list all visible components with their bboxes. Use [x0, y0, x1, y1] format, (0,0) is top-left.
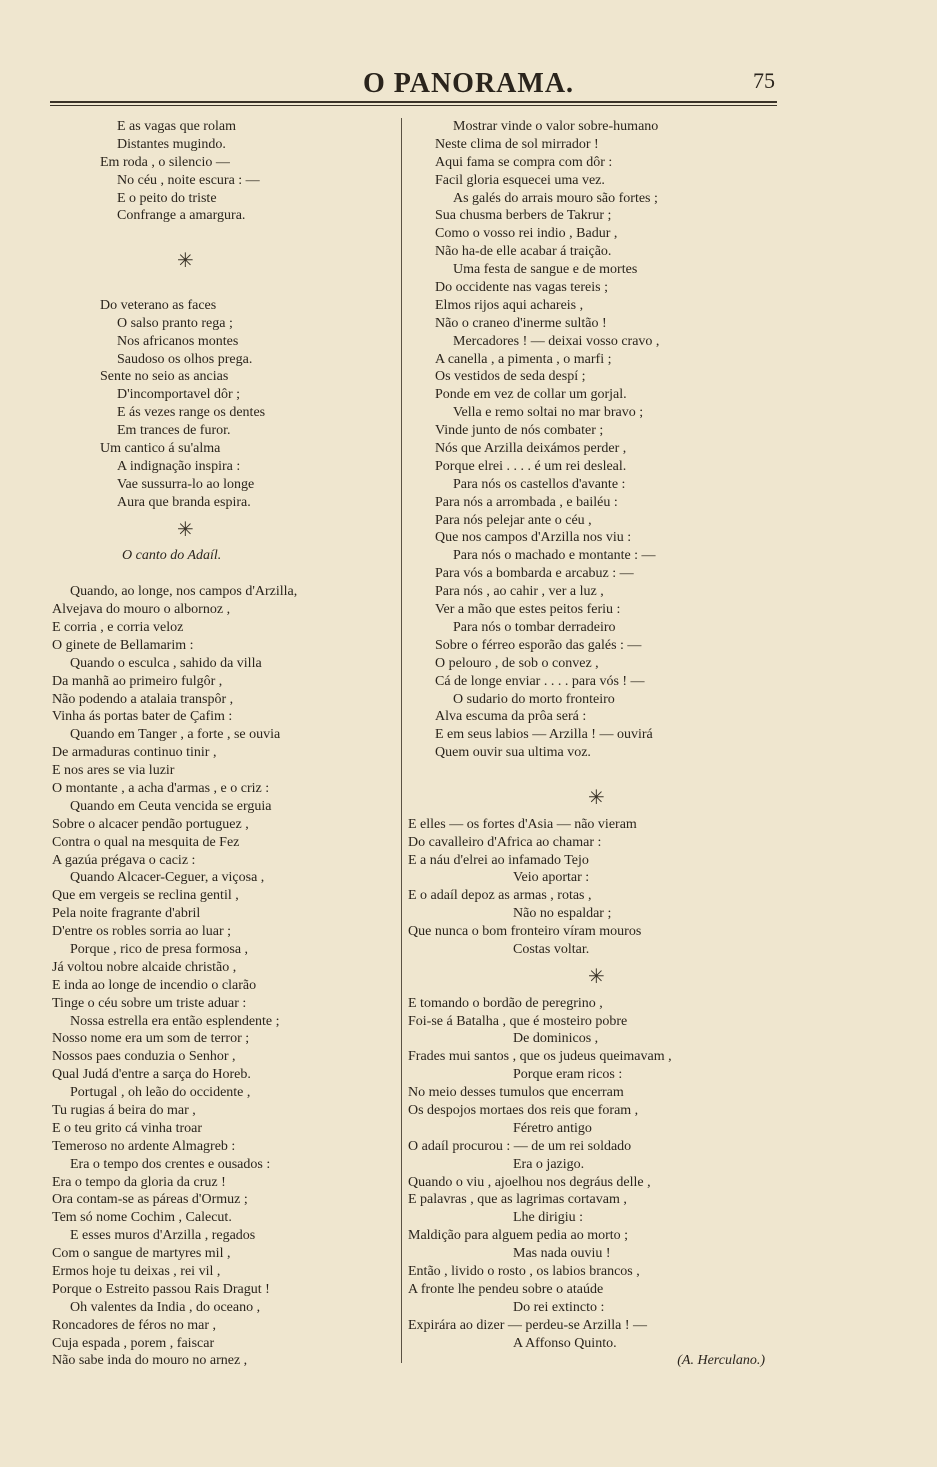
- verse-line: Porque elrei . . . . é um rei desleal.: [435, 458, 627, 474]
- verse-line: Cá de longe enviar . . . . para vós ! —: [435, 673, 645, 689]
- verse-line: D'incomportavel dôr ;: [117, 387, 241, 403]
- right-column: [408, 118, 783, 1370]
- verse-line: De dominicos ,: [513, 1031, 599, 1047]
- verse-line: Ver a mão que estes peitos feriu :: [435, 602, 621, 618]
- verse-line: A indignação inspira :: [117, 458, 241, 474]
- verse-line: Portugal , oh leão do occidente ,: [70, 1085, 251, 1101]
- verse-line: A gazúa prégava o caciz :: [52, 852, 196, 868]
- page-number: 75: [753, 68, 775, 93]
- verse-line: Os vestidos de seda despí ;: [435, 369, 586, 385]
- verse-line: Quem ouvir sua ultima voz.: [435, 745, 591, 761]
- verse-line: Féretro antigo: [513, 1120, 592, 1136]
- verse-line: Tinge o céu sobre um triste aduar :: [52, 995, 247, 1011]
- verse-line: Porque , rico de presa formosa ,: [70, 942, 249, 957]
- header-rule-thin: [50, 105, 777, 106]
- verse-line: O sudario do morto fronteiro: [453, 691, 615, 707]
- column-divider: [401, 118, 402, 1363]
- verse-line: Para nós pelejar ante o céu ,: [435, 512, 592, 528]
- verse-line: Para nós os castellos d'avante :: [453, 476, 626, 492]
- verse-line: E tomando o bordão de peregrino ,: [408, 995, 603, 1011]
- asterism-ornament: ✳: [588, 784, 605, 809]
- verse-line: Não o craneo d'inerme sultão !: [435, 315, 607, 331]
- verse-line: Uma festa de sangue e de mortes: [453, 262, 638, 278]
- verse-line: Vella e remo soltai no mar bravo ;: [453, 405, 644, 421]
- verse-line: A Affonso Quinto.: [513, 1335, 617, 1351]
- verse-line: Mas nada ouviu !: [513, 1246, 611, 1262]
- verse-line: Alvejava do mouro o albornoz ,: [52, 602, 231, 618]
- author-signature: (A. Herculano.): [677, 1353, 765, 1369]
- verse-line: Quando, ao longe, nos campos d'Arzilla,: [70, 584, 298, 600]
- verse-line: E o peito do triste: [117, 190, 217, 206]
- verse-line: Já voltou nobre alcaide christão ,: [52, 959, 237, 975]
- verse-line: Era o tempo dos crentes e ousados :: [70, 1156, 271, 1172]
- verse-line: Ponde em vez de collar um gorjal.: [435, 387, 627, 403]
- verse-line: Era o tempo da gloria da cruz !: [52, 1174, 226, 1190]
- verse-line: Cuja espada , porem , faiscar: [52, 1335, 215, 1351]
- verse-line: As galés do arrais mouro são fortes ;: [453, 190, 658, 206]
- verse-line: Que em vergeis se reclina gentil ,: [52, 888, 239, 904]
- verse-line: Neste clima de sol mirrador !: [435, 136, 599, 152]
- verse-line: Sobre o alcacer pendão portuguez ,: [52, 816, 249, 832]
- verse-line: Porque o Estreito passou Rais Dragut !: [52, 1281, 270, 1297]
- verse-line: Era o jazigo.: [513, 1156, 585, 1172]
- verse-line: Em roda , o silencio —: [100, 154, 230, 170]
- verse-line: Mostrar vinde o valor sobre-humano: [453, 119, 659, 134]
- verse-line: Da manhã ao primeiro fulgôr ,: [52, 673, 223, 689]
- verse-line: A fronte lhe pendeu sobre o ataúde: [408, 1281, 604, 1297]
- verse-line: Sobre o férreo esporão das galés : —: [435, 637, 642, 653]
- verse-line: Quando o viu , ajoelhou nos degráus delle ,: [408, 1174, 651, 1190]
- verse-line: Nosso nome era um som de terror ;: [52, 1031, 250, 1047]
- verse-line: Não podendo a atalaia transpôr ,: [52, 691, 234, 707]
- verse-line: Veio aportar :: [513, 870, 590, 886]
- stanza-gap: [408, 762, 783, 780]
- verse-line: Para nós , ao cahir , ver a luz ,: [435, 584, 604, 600]
- verse-line: No céu , noite escura : —: [117, 172, 260, 188]
- verse-line: E elles — os fortes d'Asia — não vieram: [408, 816, 637, 832]
- verse-line: Temeroso no ardente Almagreb :: [52, 1138, 236, 1154]
- poem-subtitle: O canto do Adaíl.: [122, 548, 222, 564]
- verse-line: Qual Judá d'entre a sarça do Horeb.: [52, 1067, 251, 1083]
- verse-line: E palavras , que as lagrimas cortavam ,: [408, 1192, 627, 1208]
- verse-line: Ora contam-se as páreas d'Ormuz ;: [52, 1192, 248, 1208]
- verse-line: E nos ares se via luzir: [52, 763, 175, 779]
- verse-line: Do cavalleiro d'Africa ao chamar :: [408, 834, 602, 850]
- verse-line: Quando o esculca , sahido da villa: [70, 655, 262, 671]
- verse-line: Sua chusma berbers de Takrur ;: [435, 208, 612, 224]
- verse-line: Do veterano as faces: [100, 297, 217, 313]
- stanza-gap: [52, 565, 397, 583]
- verse-line: O salso pranto rega ;: [117, 315, 233, 331]
- verse-line: Elmos rijos aqui achareis ,: [435, 297, 584, 313]
- verse-line: Facil gloria esquecei uma vez.: [435, 172, 605, 188]
- verse-line: Lhe dirigiu :: [513, 1210, 583, 1226]
- verse-line: Tem só nome Cochim , Calecut.: [52, 1210, 232, 1226]
- verse-line: Sente no seio as ancias: [100, 369, 229, 385]
- verse-line: Que nunca o bom fronteiro víram mouros: [408, 924, 642, 940]
- verse-line: Porque eram ricos :: [513, 1067, 623, 1083]
- verse-line: Mercadores ! — deixai vosso cravo ,: [453, 333, 660, 349]
- verse-line: E o teu grito cá vinha troar: [52, 1120, 203, 1136]
- verse-line: Aqui fama se compra com dôr :: [435, 154, 613, 170]
- verse-line: Aura que branda espira.: [117, 494, 251, 510]
- asterism-ornament: ✳: [177, 248, 194, 273]
- verse-line: Quando em Tanger , a forte , se ouvia: [70, 727, 281, 743]
- verse-line: Com o sangue de martyres mil ,: [52, 1246, 231, 1262]
- verse-line: E inda ao longe de incendio o clarão: [52, 977, 257, 993]
- verse-line: D'entre os robles sorria ao luar ;: [52, 924, 232, 940]
- verse-line: Nos africanos montes: [117, 333, 239, 349]
- verse-line: Vinha ás portas bater de Çafim :: [52, 709, 233, 725]
- verse-line: Para vós a bombarda e arcabuz : —: [435, 566, 634, 582]
- verse-line: Frades mui santos , que os judeus queimavam ,: [408, 1049, 672, 1065]
- verse-line: Confrange a amargura.: [117, 208, 246, 224]
- verse-line: Para nós o machado e montante : —: [453, 548, 656, 564]
- page-header: [0, 64, 937, 104]
- verse-line: Um cantico á su'alma: [100, 441, 221, 457]
- verse-line: O montante , a acha d'armas , e o criz :: [52, 780, 270, 796]
- verse-line: Para nós a arrombada , e bailéu :: [435, 494, 618, 510]
- stanza-gap: [52, 225, 397, 243]
- verse-line: Contra o qual na mesquita de Fez: [52, 834, 240, 850]
- verse-line: Nossa estrella era então esplendente ;: [70, 1013, 280, 1029]
- verse-line: Oh valentes da India , do oceano ,: [70, 1299, 261, 1315]
- verse-line: De armaduras continuo tinir ,: [52, 745, 217, 761]
- verse-line: Então , livido o rosto , os labios brancos ,: [408, 1264, 640, 1280]
- verse-line: Roncadores de féros no mar ,: [52, 1317, 217, 1333]
- verse-line: Distantes mugindo.: [117, 136, 226, 152]
- verse-line: Não no espaldar ;: [513, 906, 612, 922]
- publication-title: O PANORAMA.: [362, 68, 575, 99]
- verse-line: A canella , a pimenta , o marfi ;: [435, 351, 612, 367]
- verse-line: No meio desses tumulos que encerram: [408, 1085, 624, 1101]
- verse-line: Ermos hoje tu deixas , rei vil ,: [52, 1264, 221, 1280]
- verse-line: Vinde junto de nós combater ;: [435, 423, 604, 439]
- verse-line: O pelouro , de sob o convez ,: [435, 655, 599, 671]
- verse-line: Maldição para alguem pedia ao morto ;: [408, 1228, 629, 1244]
- verse-line: Como o vosso rei indio , Badur ,: [435, 226, 618, 242]
- verse-line: Os despojos mortaes dos reis que foram ,: [408, 1103, 639, 1119]
- verse-line: O adaíl procurou : — de um rei soldado: [408, 1138, 632, 1154]
- verse-line: E em seus labios — Arzilla ! — ouvirá: [435, 727, 653, 743]
- verse-line: Para nós o tombar derradeiro: [453, 619, 616, 635]
- verse-line: O ginete de Bellamarim :: [52, 637, 194, 653]
- verse-line: Do occidente nas vagas tereis ;: [435, 280, 608, 296]
- verse-line: Tu rugias á beira do mar ,: [52, 1103, 196, 1119]
- verse-line: Vae sussurra-lo ao longe: [117, 476, 255, 492]
- left-column: [52, 118, 397, 1370]
- verse-line: E esses muros d'Arzilla , regados: [70, 1228, 256, 1244]
- verse-line: Pela noite fragrante d'abril: [52, 906, 201, 922]
- verse-line: Costas voltar.: [513, 941, 590, 957]
- verse-line: Saudoso os olhos prega.: [117, 351, 253, 367]
- verse-line: Foi-se á Batalha , que é mosteiro pobre: [408, 1013, 628, 1029]
- asterism-ornament: ✳: [177, 516, 194, 541]
- verse-line: E ás vezes range os dentes: [117, 405, 266, 421]
- verse-line: Expirára ao dizer — perdeu-se Arzilla ! —: [408, 1317, 648, 1333]
- stanza-gap: [52, 279, 397, 297]
- verse-line: E as vagas que rolam: [117, 119, 236, 134]
- verse-line: Nós que Arzilla deixámos perder ,: [435, 441, 627, 457]
- verse-line: Nossos paes conduzia o Senhor ,: [52, 1049, 236, 1065]
- asterism-ornament: ✳: [588, 963, 605, 988]
- verse-line: Quando Alcacer-Ceguer, a viçosa ,: [70, 870, 265, 886]
- verse-line: E o adaíl depoz as armas , rotas ,: [408, 888, 592, 904]
- verse-line: Alva escuma da prôa será :: [435, 709, 587, 725]
- verse-line: Do rei extincto :: [513, 1299, 605, 1315]
- verse-line: Que nos campos d'Arzilla nos viu :: [435, 530, 632, 546]
- verse-line: Quando em Ceuta vencida se erguia: [70, 798, 272, 814]
- verse-line: Em trances de furor.: [117, 423, 231, 439]
- verse-line: Não ha-de elle acabar á traição.: [435, 244, 612, 260]
- verse-line: E corria , e corria veloz: [52, 619, 184, 635]
- verse-line: E a náu d'elrei ao infamado Tejo: [408, 852, 589, 868]
- header-rule: [50, 101, 777, 103]
- verse-line: Não sabe inda do mouro no arnez ,: [52, 1353, 248, 1369]
